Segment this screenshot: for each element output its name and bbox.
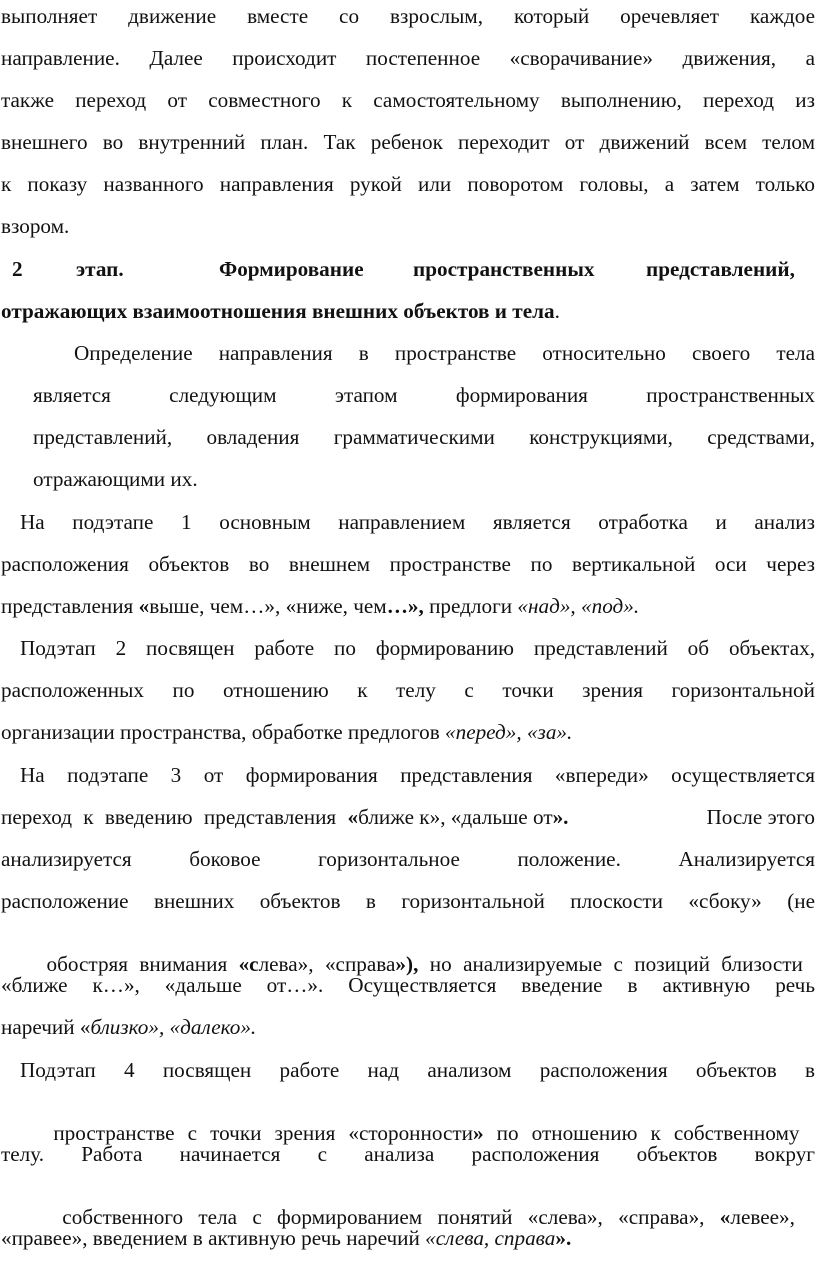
heading-stage: этап. <box>76 257 124 281</box>
text-line: к показу названного направления рукой или поворотом головы, а затем только <box>1 172 815 196</box>
text-run: «с <box>238 952 259 977</box>
text-line <box>1 596 639 617</box>
text-run: « <box>719 1205 731 1230</box>
text-run: близко», «далеко». <box>90 1015 257 1039</box>
text-run: лева», «справа <box>258 952 396 977</box>
heading-word: Формирование <box>219 257 364 281</box>
text-line: направление. Далее происходит постепенное «сворачивание» движения, а <box>1 46 815 70</box>
text-line: расположенных по отношению к телу с точки зрения горизонтальной <box>1 678 815 702</box>
text-run <box>1 807 568 828</box>
text-run: »), <box>395 952 419 977</box>
text-run: «слева, справа <box>425 1226 556 1250</box>
heading-text: отражающих взаимоотношения внешних объектов и тела <box>1 299 555 323</box>
text-line: является следующим этапом формирования пространственных <box>33 383 815 407</box>
text-run: пространстве с точки зрения «сторонности <box>53 1121 473 1146</box>
text-line: представлений, овладения грамматическими конструкциями, средствами, <box>33 425 815 449</box>
text-run: левее», <box>730 1205 795 1230</box>
text-line <box>1 807 815 828</box>
text-line: На подэтапе 1 основным направлением является отработка и анализ <box>20 510 815 534</box>
text-run: « <box>138 594 150 618</box>
heading-word: представлений, <box>646 257 795 281</box>
text-run: собственного тела с формированием понятий «слева», «справа», <box>62 1205 720 1230</box>
text-line: «ближе к…», «дальше от…». Осуществляется введение в активную речь <box>1 973 815 997</box>
text-line: Подэтап 4 посвящен работе над анализом расположения объектов в <box>20 1058 815 1082</box>
text-line: отражающими их. <box>33 467 198 491</box>
text-run: переход к введению представления <box>1 805 348 829</box>
text-run: …», <box>386 594 424 618</box>
text-run: обостряя внимания <box>46 952 239 977</box>
section-heading <box>0 259 816 283</box>
heading-word: пространственных <box>413 257 595 281</box>
text-run: по отношению к собственному <box>483 1121 800 1146</box>
text-run: но анализируемые с позиций близости <box>418 952 803 977</box>
text-line: На подэтапе 3 от формирования представления «впереди» осуществляется <box>20 763 815 787</box>
text-line: расположения объектов во внешнем пространстве по вертикальной оси через <box>1 552 815 576</box>
text-run: «правее», введением в активную речь наречий <box>1 1226 426 1250</box>
text-run: «перед», «за». <box>445 720 573 744</box>
text-run: ближе к», «дальше от <box>358 805 553 829</box>
text-run: После этого <box>701 805 815 829</box>
text-run: «над», «под». <box>517 594 640 618</box>
text-line <box>1 1228 571 1249</box>
text-line: также переход от совместного к самостоятельному выполнению, переход из <box>1 88 815 112</box>
text-run: « <box>347 805 359 829</box>
text-line: взором. <box>1 214 70 238</box>
text-run: предлоги <box>423 594 518 618</box>
text-run: представления <box>1 594 139 618</box>
text-run: наречий « <box>1 1015 91 1039</box>
text-line: Подэтап 2 посвящен работе по формированию представлений об объектах, <box>20 636 815 660</box>
text-line: расположение внешних объектов в горизонтальной плоскости «сбоку» (не <box>1 889 815 913</box>
heading-period: . <box>554 299 560 323</box>
text-line: внешнего во внутренний план. Так ребенок переходит от движений всем телом <box>1 130 815 154</box>
text-line <box>1 1017 256 1038</box>
text-line: телу. Работа начинается с анализа расположения объектов вокруг <box>1 1142 815 1166</box>
text-line: Определение направления в пространстве относительно своего тела <box>74 341 815 365</box>
text-run: выше, чем…», «ниже, чем <box>149 594 387 618</box>
heading-number: 2 <box>12 257 23 281</box>
section-heading-line2 <box>1 301 560 322</box>
text-run: » <box>472 1121 484 1146</box>
text-line <box>1 722 572 743</box>
text-run: организации пространства, обработке предлогов <box>1 720 445 744</box>
text-run: ». <box>555 1226 572 1250</box>
text-run: ». <box>552 805 569 829</box>
text-line: выполняет движение вместе со взрослым, который оречевляет каждое <box>1 4 815 28</box>
text-line: анализируется боковое горизонтальное положение. Анализируется <box>1 847 815 871</box>
